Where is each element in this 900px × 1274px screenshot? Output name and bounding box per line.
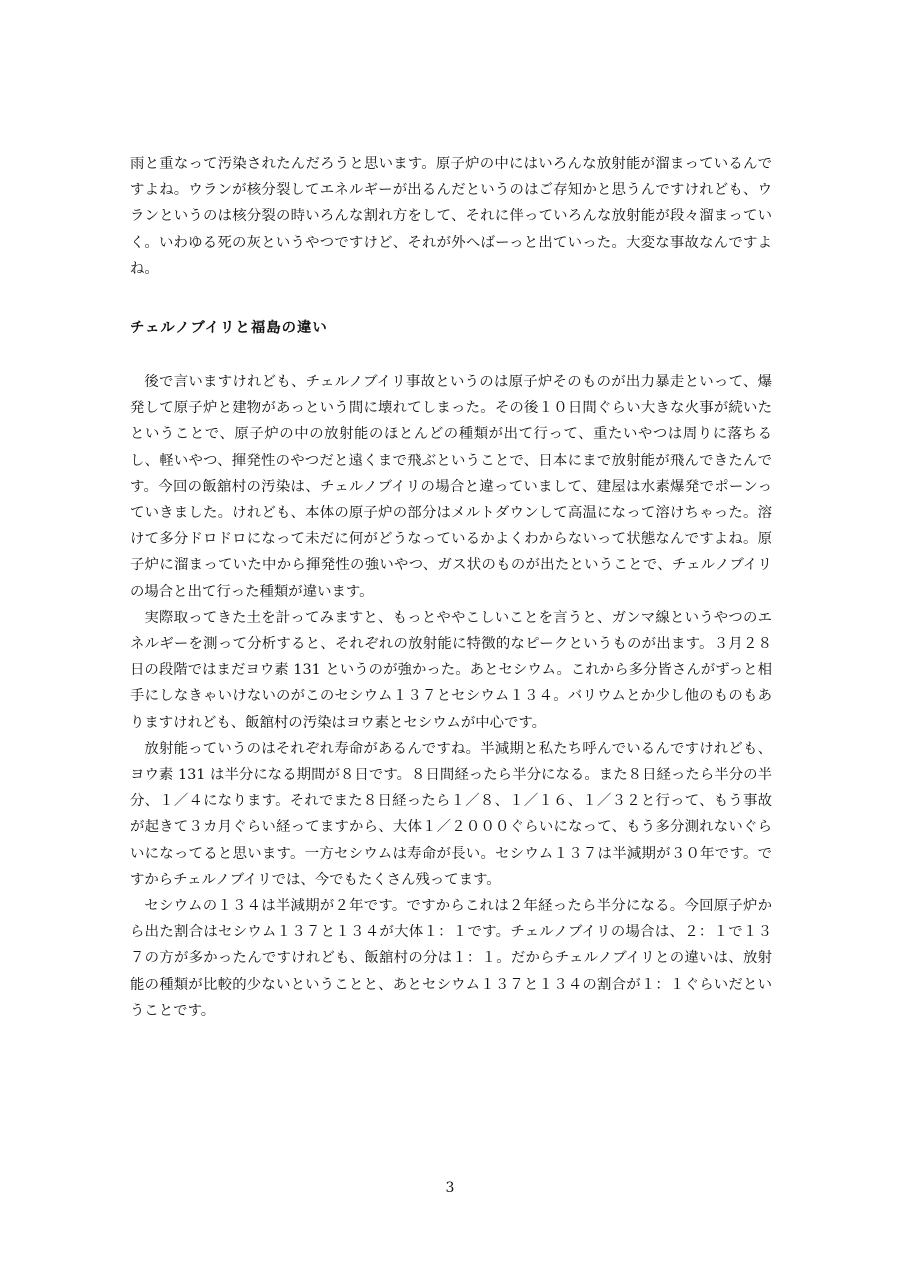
paragraph-4: セシウムの１３４は半減期が２年です。ですからこれは２年経ったら半分になる。今回原子炉から出た割合はセシウム１３７と１３４が大体１：１です。チェルノブイリの場合は、２：１で１３７の方が多かったんですけれども、飯舘村の分は１：１。だからチェルノブイリとの違いは、放射能の種類が比較的少ないということと、あとセシウム１３７と１３４の割合が１：１ぐらいだということです。 (130, 898, 772, 1019)
section-body (130, 369, 772, 1024)
intro-block (130, 151, 772, 282)
section-heading: チェルノブイリと福島の違い (130, 320, 328, 336)
intro-paragraph: 雨と重なって汚染されたんだろうと思います。原子炉の中にはいろんな放射能が溜まっているんですよね。ウランが核分裂してエネルギーが出るんだというのはご存知かと思うんですけれども、ウランというのは核分裂の時いろんな割れ方をして、それに伴っていろんな放射能が段々溜まっていく。いわゆる死の灰というやつですけど、それが外へばーっと出ていった。大変な事故なんですよね。 (130, 156, 772, 277)
paragraph-3: 放射能っていうのはそれぞれ寿命があるんですね。半減期と私たち呼んでいるんですけれども、ヨウ素 131 は半分になる期間が８日です。８日間経ったら半分になる。また８日経ったら半分の半分、１／４になります。それでまた８日経ったら１／８、１／１６、１／３２と行って、もう事故が起きて３カ月ぐらい経ってますから、大体１／２０００ぐらいになって、もう多分測れないぐらいになってると思います。一方セシウムは寿命が長い。セシウム１３７は半減期が３０年です。ですからチェルノブイリでは、今でもたくさん残ってます。 (130, 740, 772, 888)
paragraph-1: 後で言いますけれども、チェルノブイリ事故というのは原子炉そのものが出力暴走といって、爆発して原子炉と建物があっという間に壊れてしまった。その後１０日間ぐらい大きな火事が続いたということで、原子炉の中の放射能のほとんどの種類が出て行って、重たいやつは周りに落ちるし、軽いやつ、揮発性のやつだと遠くまで飛ぶということで、日本にまで放射能が飛んできたんです。今回の飯舘村の汚染は、チェルノブイリの場合と違っていまして、建屋は水素爆発でポーンっていきました。けれども、本体の原子炉の部分はメルトダウンして高温になって溶けちゃった。溶けて多分ドロドロになって未だに何がどうなっているかよくわからないって状態なんですよね。原子炉に溜まっていた中から揮発性の強いやつ、ガス状のものが出たということで、チェルノブイリの場合と出て行った種類が違います。 (130, 374, 772, 600)
page-number: 3 (445, 1180, 455, 1196)
paragraph-2: 実際取ってきた土を計ってみますと、もっとややこしいことを言うと、ガンマ線というやつのエネルギーを測って分析すると、それぞれの放射能に特徴的なピークというものが出ます。３月２８日の段階ではまだヨウ素 131 というのが強かった。あとセシウム。これから多分皆さんがずっと相手にしなきゃいけないのがこのセシウム１３７とセシウム１３４。バリウムとか少し他のものもありますけれども、飯舘村の汚染はヨウ素とセシウムが中心です。 (130, 609, 772, 731)
